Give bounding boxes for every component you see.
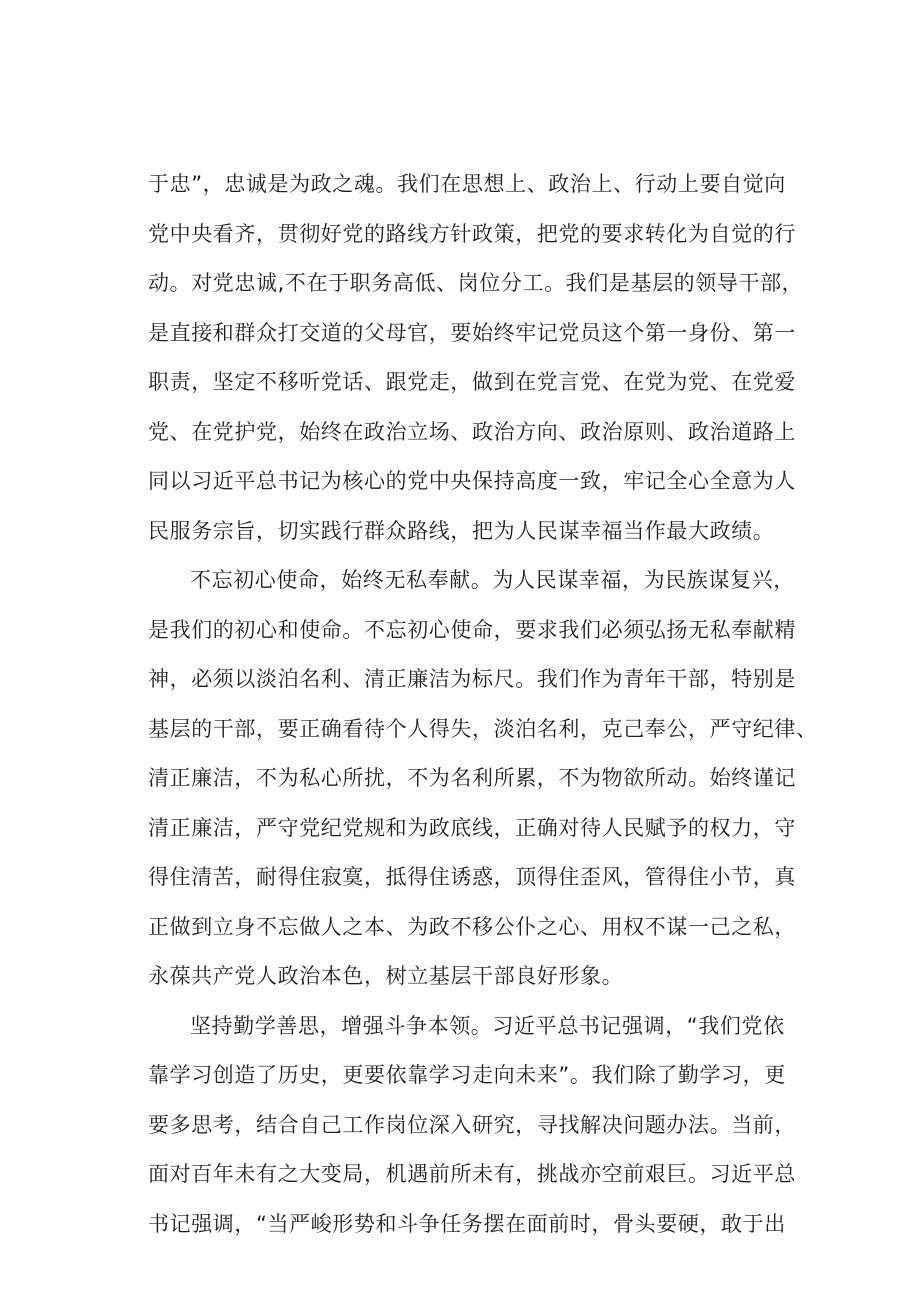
text-line: 是我们的初心和使命。不忘初心使命，要求我们必须弘扬无私奉献精 [148,617,796,642]
text-line: 清正廉洁，严守党纪党规和为政底线，正确对待人民赋予的权力，守 [148,815,796,840]
body-text [148,160,818,1249]
text-line: 职责，坚定不移听党话、跟党走，做到在党言党、在党为党、在党爱 [148,370,796,394]
text-line: 民服务宗旨，切实践行群众路线，把为人民谋幸福当作最大政绩。 [148,518,775,543]
text-line: 靠学习创造了历史，更要依靠学习走向未来”。我们除了勤学习，更 [148,1063,786,1087]
text-line: 书记强调，“当严峻形势和斗争任务摆在面前时，骨头要硬，敢于出 [148,1211,786,1236]
text-line: 动。对党忠诚,不在于职务高低、岗位分工。我们是基层的领导干部， [148,271,804,295]
text-line: 同以习近平总书记为核心的党中央保持高度一致，牢记全心全意为人 [148,469,796,493]
text-line: 基层的干部，要正确看待个人得失，淡泊名利，克己奉公，严守纪律、 [148,716,818,741]
text-line: 永葆共产党人政治本色，树立基层干部良好形象。 [148,964,624,988]
paragraph-start-line: 坚持勤学善思，增强斗争本领。习近平总书记强调，“我们党依 [190,1013,785,1038]
text-line: 正做到立身不忘做人之本、为政不移公仆之心、用权不谋一己之私， [148,914,796,939]
text-line: 党中央看齐，贯彻好党的路线方针政策，把党的要求转化为自觉的行 [148,221,796,246]
text-line: 要多思考，结合自己工作岗位深入研究，寻找解决问题办法。当前， [148,1112,796,1137]
text-line: 党、在党护党，始终在政治立场、政治方向、政治原则、政治道路上 [148,419,796,444]
text-line: 神，必须以淡泊名利、清正廉洁为标尺。我们作为青年干部，特别是 [148,667,796,691]
text-line: 得住清苦，耐得住寂寞，抵得住诱惑，顶得住歪风，管得住小节，真 [148,865,796,889]
paragraph-start-line: 不忘初心使命，始终无私奉献。为人民谋幸福，为民族谋复兴， [190,568,795,592]
text-line: 是直接和群众打交道的父母官，要始终牢记党员这个第一身份、第一 [148,320,796,345]
text-line: 清正廉洁，不为私心所扰，不为名利所累，不为物欲所动。始终谨记 [148,766,796,790]
text-line: 面对百年未有之大变局，机遇前所未有，挑战亦空前艰巨。习近平总 [148,1162,796,1186]
text-line: 于忠”，忠诚是为政之魂。我们在思想上、政治上、行动上要自觉向 [148,172,786,196]
